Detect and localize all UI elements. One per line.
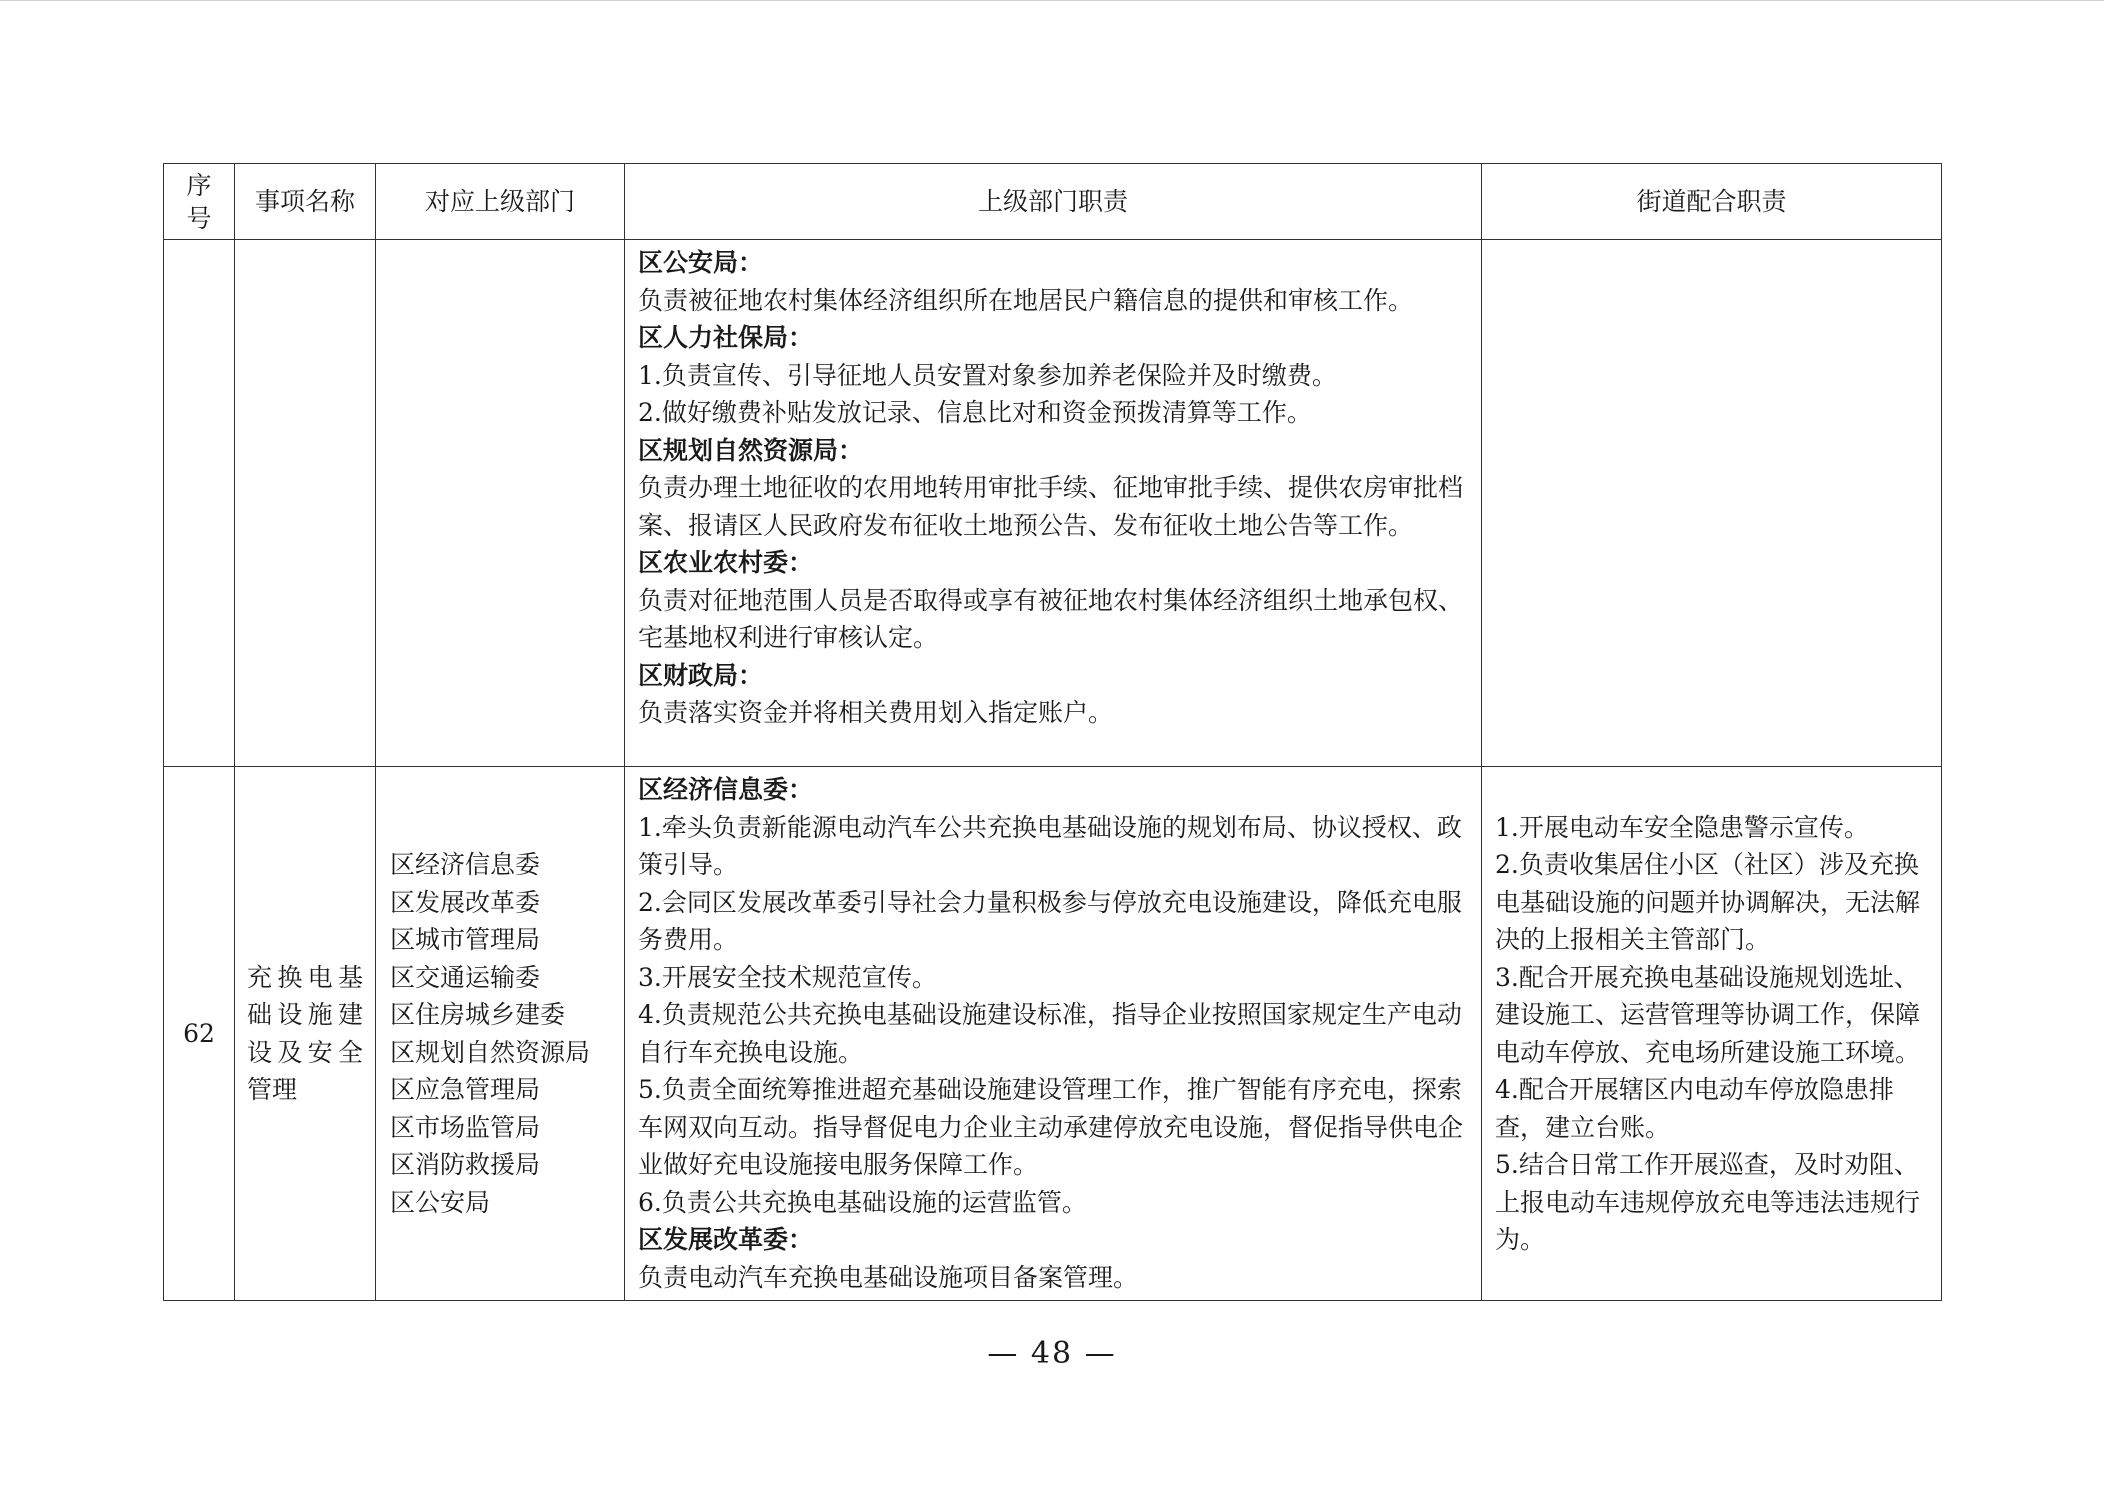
dept-name: 区城市管理局	[390, 925, 541, 954]
header-superior-duty: 上级部门职责	[625, 164, 1482, 240]
item-name-line: 充换电基	[247, 962, 363, 992]
dept-name: 区经济信息委	[390, 850, 541, 879]
duty-text: 2.会同区发展改革委引导社会力量积极参与停放充电设施建设，降低充电服务费用。	[638, 887, 1462, 954]
street-duty-item: 5.结合日常工作开展巡查，及时劝阻、上报电动车违规停放充电等违法违规行为。	[1495, 1150, 1921, 1254]
dept-name: 区市场监管局	[390, 1112, 541, 1142]
duty-heading: 区人力社保局：	[638, 323, 814, 352]
row1-item-cell	[235, 240, 376, 767]
duty-text: 6.负责公共充换电基础设施的运营监管。	[638, 1187, 1087, 1217]
dept-name: 区消防救援局	[390, 1150, 541, 1179]
duty-heading: 区规划自然资源局：	[638, 435, 864, 465]
page-number: — 48 —	[987, 1336, 1117, 1371]
row2-seq-cell: 62	[164, 767, 235, 1301]
street-duty-item: 2.负责收集居住小区（社区）涉及充换电基础设施的问题并协调解决，无法解决的上报相关主管部门。	[1495, 850, 1921, 954]
duty-heading: 区财政局：	[638, 660, 764, 690]
duty-text: 4.负责规范公共充换电基础设施建设标准，指导企业按照国家规定生产电动自行车充换电设施。	[638, 1000, 1462, 1067]
row2-dept-duty-cell	[625, 767, 1482, 1301]
row1-dept-cell	[376, 240, 625, 767]
item-name-line: 设及安全	[247, 1037, 363, 1067]
top-rule	[0, 0, 2104, 1]
dept-name: 区交通运输委	[390, 962, 541, 992]
dept-name: 区公安局	[390, 1187, 491, 1217]
street-duty-item: 3.配合开展充换电基础设施规划选址、建设施工、运营管理等协调工作，保障电动车停放、充电场所建设施工环境。	[1495, 962, 1921, 1067]
street-duty-item: 4.配合开展辖区内电动车停放隐患排查，建立台账。	[1495, 1075, 1894, 1142]
duty-text: 2.做好缴费补贴发放记录、信息比对和资金预拨清算等工作。	[638, 398, 1312, 427]
duty-text: 负责对征地范围人员是否取得或享有被征地农村集体经济组织土地承包权、宅基地权利进行审核认定。	[638, 585, 1464, 652]
header-street-duty: 街道配合职责	[1482, 164, 1942, 240]
row2-dept-cell	[376, 767, 625, 1301]
header-seq-line1: 序	[186, 170, 212, 200]
duty-text: 负责办理土地征收的农用地转用审批手续、征地审批手续、提供农房审批档案、报请区人民政府发布征收土地预公告、发布征收土地公告等工作。	[638, 473, 1464, 540]
table-row	[164, 240, 1942, 767]
item-name-line: 础设施建	[247, 1000, 363, 1029]
row2-street-duty-cell	[1482, 767, 1942, 1301]
row1-seq-cell	[164, 240, 235, 767]
dept-name: 区住房城乡建委	[390, 1000, 566, 1029]
row1-street-duty-cell	[1482, 240, 1942, 767]
duty-text: 负责被征地农村集体经济组织所在地居民户籍信息的提供和审核工作。	[638, 285, 1414, 315]
dept-name: 区发展改革委	[390, 887, 541, 917]
dept-name: 区规划自然资源局	[390, 1037, 591, 1067]
table-header-row	[164, 164, 1942, 240]
duty-text: 1.牵头负责新能源电动汽车公共充换电基础设施的规划布局、协议授权、政策引导。	[638, 812, 1462, 879]
duty-text: 负责电动汽车充换电基础设施项目备案管理。	[638, 1262, 1139, 1292]
duty-text: 3.开展安全技术规范宣传。	[638, 962, 937, 992]
row2-item-cell	[235, 767, 376, 1301]
street-duty-item: 1.开展电动车安全隐患警示宣传。	[1495, 812, 1869, 842]
duty-text: 5.负责全面统筹推进超充基础设施建设管理工作，推广智能有序充电，探索车网双向互动。指导督促电力企业主动承建停放充电设施，督促指导供电企业做好充电设施接电服务保障工作。	[638, 1075, 1464, 1179]
duty-text: 1.负责宣传、引导征地人员安置对象参加养老保险并及时缴费。	[638, 360, 1337, 390]
dept-name: 区应急管理局	[390, 1075, 541, 1104]
duty-heading: 区农业农村委：	[638, 548, 814, 577]
duty-text: 负责落实资金并将相关费用划入指定账户。	[638, 698, 1114, 727]
duty-heading: 区发展改革委：	[638, 1225, 814, 1254]
header-superior-dept: 对应上级部门	[376, 164, 625, 240]
duty-table	[163, 163, 1942, 1301]
row1-dept-duty-cell	[625, 240, 1482, 767]
header-seq-line2: 号	[186, 203, 212, 233]
item-name-line: 管理	[247, 1075, 298, 1104]
header-seq	[164, 164, 235, 240]
duty-heading: 区经济信息委：	[638, 775, 814, 804]
header-item-name: 事项名称	[235, 164, 376, 240]
table-row	[164, 767, 1942, 1301]
duty-heading: 区公安局：	[638, 248, 764, 277]
